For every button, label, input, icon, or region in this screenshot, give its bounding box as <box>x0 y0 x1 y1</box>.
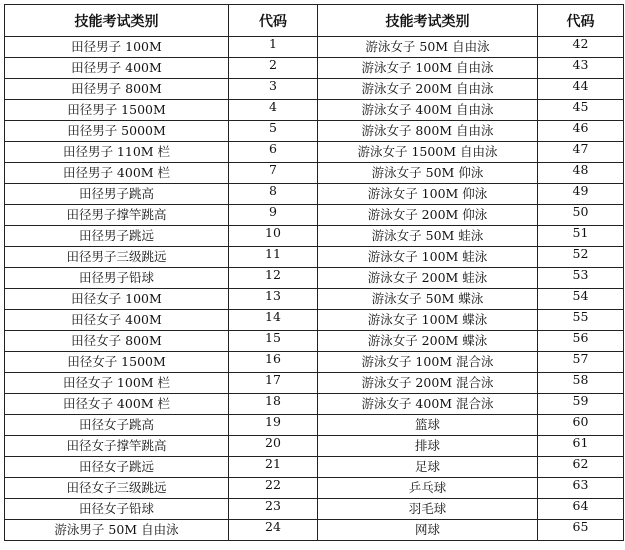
left-code-cell: 4 <box>229 100 318 121</box>
left-category-cell: 田径女子跳高 <box>5 415 229 436</box>
left-code-cell: 2 <box>229 58 318 79</box>
right-code-cell: 51 <box>538 226 624 247</box>
table-row <box>5 499 624 520</box>
left-code-cell: 23 <box>229 499 318 520</box>
left-code-cell: 9 <box>229 205 318 226</box>
right-category-cell: 羽毛球 <box>318 499 538 520</box>
right-code-cell: 55 <box>538 310 624 331</box>
right-code-cell: 54 <box>538 289 624 310</box>
left-category-cell: 田径男子 5000M <box>5 121 229 142</box>
left-code-cell: 15 <box>229 331 318 352</box>
table-row <box>5 226 624 247</box>
left-code-cell: 12 <box>229 268 318 289</box>
left-code-cell: 13 <box>229 289 318 310</box>
right-category-cell: 游泳女子 100M 蛙泳 <box>318 247 538 268</box>
right-category-cell: 乒乓球 <box>318 478 538 499</box>
left-code-cell: 19 <box>229 415 318 436</box>
header-code-left: 代码 <box>229 5 318 37</box>
table-row <box>5 331 624 352</box>
left-category-cell: 田径女子跳远 <box>5 457 229 478</box>
left-category-cell: 田径男子 400M <box>5 58 229 79</box>
table-row <box>5 310 624 331</box>
table-row <box>5 520 624 541</box>
table-row <box>5 478 624 499</box>
right-category-cell: 游泳女子 100M 混合泳 <box>318 352 538 373</box>
right-code-cell: 53 <box>538 268 624 289</box>
right-category-cell: 篮球 <box>318 415 538 436</box>
right-category-cell: 游泳女子 200M 仰泳 <box>318 205 538 226</box>
left-category-cell: 田径女子铅球 <box>5 499 229 520</box>
table-row <box>5 352 624 373</box>
table-body <box>5 37 624 541</box>
table-row <box>5 58 624 79</box>
right-code-cell: 45 <box>538 100 624 121</box>
right-category-cell: 游泳女子 1500M 自由泳 <box>318 142 538 163</box>
exam-category-code-table <box>4 4 624 541</box>
header-code-right: 代码 <box>538 5 624 37</box>
right-category-cell: 游泳女子 50M 仰泳 <box>318 163 538 184</box>
left-category-cell: 田径男子 100M <box>5 37 229 58</box>
table-row <box>5 121 624 142</box>
right-code-cell: 43 <box>538 58 624 79</box>
right-category-cell: 游泳女子 50M 蛙泳 <box>318 226 538 247</box>
left-code-cell: 8 <box>229 184 318 205</box>
right-category-cell: 游泳女子 400M 混合泳 <box>318 394 538 415</box>
table-row <box>5 142 624 163</box>
right-category-cell: 网球 <box>318 520 538 541</box>
left-category-cell: 田径男子跳远 <box>5 226 229 247</box>
table-row <box>5 79 624 100</box>
right-code-cell: 62 <box>538 457 624 478</box>
left-code-cell: 18 <box>229 394 318 415</box>
table-row <box>5 394 624 415</box>
left-code-cell: 5 <box>229 121 318 142</box>
right-category-cell: 游泳女子 50M 蝶泳 <box>318 289 538 310</box>
right-code-cell: 59 <box>538 394 624 415</box>
table-row <box>5 289 624 310</box>
left-code-cell: 3 <box>229 79 318 100</box>
right-category-cell: 游泳女子 200M 混合泳 <box>318 373 538 394</box>
left-category-cell: 田径女子 100M 栏 <box>5 373 229 394</box>
left-code-cell: 21 <box>229 457 318 478</box>
left-code-cell: 14 <box>229 310 318 331</box>
table-row <box>5 436 624 457</box>
right-category-cell: 游泳女子 100M 仰泳 <box>318 184 538 205</box>
left-category-cell: 田径男子三级跳远 <box>5 247 229 268</box>
right-category-cell: 游泳女子 200M 蝶泳 <box>318 331 538 352</box>
table-header-row <box>5 5 624 37</box>
left-code-cell: 7 <box>229 163 318 184</box>
right-code-cell: 63 <box>538 478 624 499</box>
table-row <box>5 37 624 58</box>
left-category-cell: 田径女子 100M <box>5 289 229 310</box>
right-code-cell: 46 <box>538 121 624 142</box>
table-row <box>5 457 624 478</box>
right-code-cell: 60 <box>538 415 624 436</box>
right-code-cell: 42 <box>538 37 624 58</box>
left-category-cell: 田径男子 400M 栏 <box>5 163 229 184</box>
left-category-cell: 田径男子跳高 <box>5 184 229 205</box>
left-code-cell: 20 <box>229 436 318 457</box>
left-category-cell: 田径男子铅球 <box>5 268 229 289</box>
left-code-cell: 24 <box>229 520 318 541</box>
right-category-cell: 游泳女子 800M 自由泳 <box>318 121 538 142</box>
table-row <box>5 268 624 289</box>
left-category-cell: 田径女子撑竿跳高 <box>5 436 229 457</box>
left-code-cell: 22 <box>229 478 318 499</box>
left-category-cell: 田径男子 1500M <box>5 100 229 121</box>
right-code-cell: 49 <box>538 184 624 205</box>
header-category-left: 技能考试类别 <box>5 5 229 37</box>
right-category-cell: 游泳女子 400M 自由泳 <box>318 100 538 121</box>
left-code-cell: 6 <box>229 142 318 163</box>
table-row <box>5 163 624 184</box>
left-code-cell: 10 <box>229 226 318 247</box>
right-category-cell: 游泳女子 100M 自由泳 <box>318 58 538 79</box>
left-category-cell: 田径女子 1500M <box>5 352 229 373</box>
right-code-cell: 57 <box>538 352 624 373</box>
right-code-cell: 52 <box>538 247 624 268</box>
left-category-cell: 游泳男子 50M 自由泳 <box>5 520 229 541</box>
right-category-cell: 游泳女子 50M 自由泳 <box>318 37 538 58</box>
header-category-right: 技能考试类别 <box>318 5 538 37</box>
right-code-cell: 56 <box>538 331 624 352</box>
left-code-cell: 17 <box>229 373 318 394</box>
right-code-cell: 65 <box>538 520 624 541</box>
table-row <box>5 373 624 394</box>
table-row <box>5 184 624 205</box>
left-category-cell: 田径男子 800M <box>5 79 229 100</box>
right-category-cell: 游泳女子 200M 蛙泳 <box>318 268 538 289</box>
right-code-cell: 44 <box>538 79 624 100</box>
left-code-cell: 1 <box>229 37 318 58</box>
right-category-cell: 排球 <box>318 436 538 457</box>
right-code-cell: 48 <box>538 163 624 184</box>
right-code-cell: 47 <box>538 142 624 163</box>
right-category-cell: 游泳女子 200M 自由泳 <box>318 79 538 100</box>
left-category-cell: 田径女子三级跳远 <box>5 478 229 499</box>
table-row <box>5 415 624 436</box>
left-category-cell: 田径女子 400M <box>5 310 229 331</box>
right-code-cell: 50 <box>538 205 624 226</box>
table-row <box>5 247 624 268</box>
left-category-cell: 田径男子撑竿跳高 <box>5 205 229 226</box>
left-category-cell: 田径女子 400M 栏 <box>5 394 229 415</box>
right-code-cell: 64 <box>538 499 624 520</box>
left-code-cell: 11 <box>229 247 318 268</box>
right-code-cell: 58 <box>538 373 624 394</box>
right-category-cell: 足球 <box>318 457 538 478</box>
right-category-cell: 游泳女子 100M 蝶泳 <box>318 310 538 331</box>
left-category-cell: 田径女子 800M <box>5 331 229 352</box>
table-row <box>5 205 624 226</box>
table-row <box>5 100 624 121</box>
left-category-cell: 田径男子 110M 栏 <box>5 142 229 163</box>
right-code-cell: 61 <box>538 436 624 457</box>
left-code-cell: 16 <box>229 352 318 373</box>
